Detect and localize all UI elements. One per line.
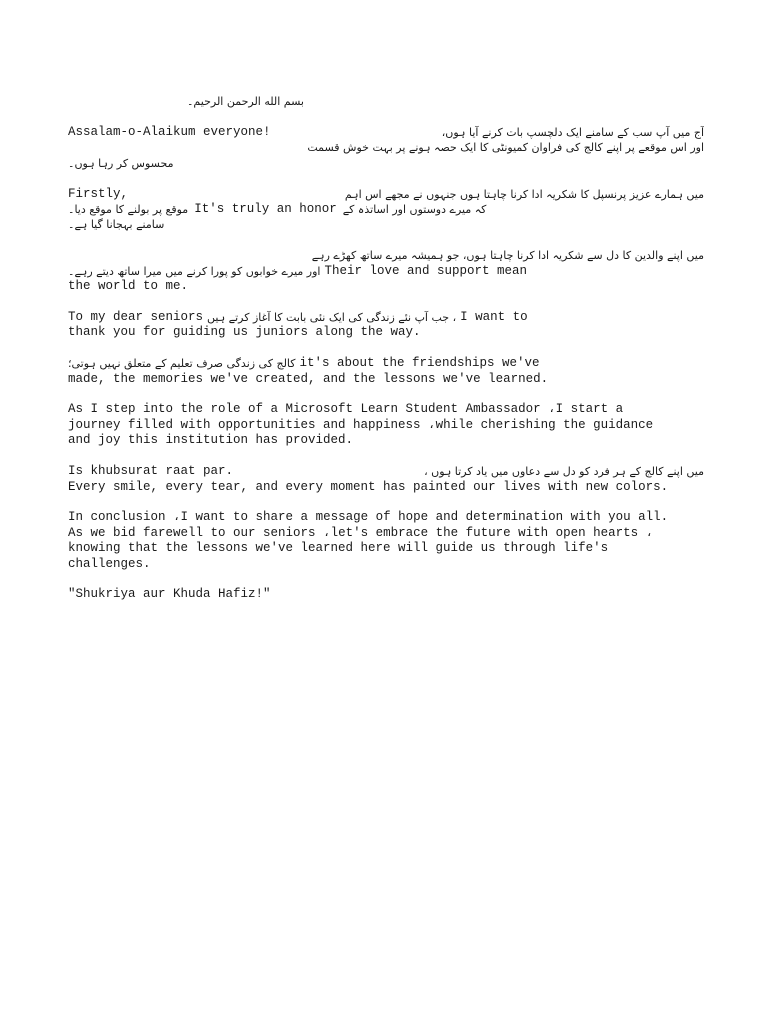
college-life-line-2: made, the memories we've created, and the lessons we've learned. — [68, 371, 549, 386]
closing-line: "Shukriya aur Khuda Hafiz!" — [68, 587, 271, 602]
night-english: Is khubsurat raat par. — [68, 464, 234, 479]
closing-paragraph — [68, 587, 704, 602]
parents-line-1: میں اپنے والدین کا دل سے شکریہ ادا کرنا چاہتا ہوں، جو ہمیشہ میرے ساتھ کھڑے رہے — [311, 249, 704, 263]
principal-line-3: سامنے بہجانا گیا ہے۔ — [68, 218, 165, 232]
college-life-paragraph — [68, 356, 704, 387]
greeting-line-2: اور اس موقعے پر اپنے کالج کی فراوان کمیونٹی کا ایک حصہ ہونے پر بہت خوش قسمت — [307, 141, 704, 155]
principal-urdu-2a: کہ میرے دوستوں اور اساتذہ کے — [342, 202, 487, 216]
seniors-english-1: To my dear seniors — [68, 309, 204, 324]
greeting-english: Assalam-o-Alaikum everyone! — [68, 124, 271, 139]
greeting-line-3: محسوس کر رہا ہوں۔ — [68, 156, 174, 170]
principal-english: Firstly, — [68, 186, 129, 201]
night-paragraph — [68, 464, 704, 495]
parents-line-2 — [68, 264, 704, 279]
principal-line-2 — [68, 202, 704, 217]
college-life-line-1 — [68, 356, 704, 371]
conclusion-line-2: As we bid farewell to our seniors ،let's embrace the future with open hearts ، — [68, 525, 654, 540]
conclusion-line-1: In conclusion ،I want to share a message of hope and determination with you all. — [68, 510, 669, 525]
bismillah-line: بسم الله الرحمن الرحیم۔ — [186, 95, 304, 108]
ambassador-line-2: journey filled with opportunities and happiness ،while cherishing the guidance — [68, 417, 654, 432]
seniors-line-2: thank you for guiding us juniors along the way. — [68, 325, 421, 340]
parents-paragraph — [68, 248, 704, 294]
ambassador-line-1: As I step into the role of a Microsoft Learn Student Ambassador ،I start a — [68, 402, 624, 417]
principal-line-1 — [68, 187, 704, 202]
greeting-paragraph — [68, 125, 704, 171]
parents-line-3: the world to me. — [68, 279, 189, 294]
night-line-1 — [68, 464, 704, 479]
bismillah-paragraph — [68, 94, 704, 109]
document-body — [68, 94, 704, 618]
principal-paragraph — [68, 187, 704, 233]
night-line-2: Every smile, every tear, and every moment has painted our lives with new colors. — [68, 479, 669, 494]
principal-urdu-2b: موقع پر بولنے کا موقع دیا۔ — [68, 202, 189, 216]
seniors-paragraph — [68, 310, 704, 341]
greeting-line-1 — [68, 125, 704, 140]
parents-urdu-2: اور میرے خوابوں کو پورا کرنے میں میرا ساتھ دیتے رہے۔ — [68, 264, 321, 278]
seniors-urdu-1: ، جب آپ نئے زندگی کی ایک نئی بابت کا آغاز کرتے ہیں — [207, 310, 457, 324]
night-urdu: میں اپنے کالج کے ہر فرد کو دل سے دعاوں میں یاد کرتا ہوں ، — [424, 465, 704, 479]
principal-english-2: It's truly an honor — [194, 201, 337, 216]
ambassador-paragraph — [68, 402, 704, 448]
parents-english-2: Their love and support mean — [324, 263, 527, 278]
seniors-english-1b: I want to — [460, 309, 528, 324]
college-life-urdu: کالج کی زندگی صرف تعلیم کے متعلق نہیں ہوتی؛ — [68, 357, 296, 371]
college-life-english: it's about the friendships we've — [299, 356, 540, 371]
conclusion-paragraph — [68, 510, 704, 572]
ambassador-line-3: and joy this institution has provided. — [68, 433, 354, 448]
conclusion-line-4: challenges. — [68, 556, 151, 571]
seniors-line-1 — [68, 310, 704, 325]
greeting-urdu: آج میں آپ سب کے سامنے ایک دلچسپ بات کرنے آیا ہوں، — [441, 125, 704, 139]
conclusion-line-3: knowing that the lessons we've learned here will guide us through life's — [68, 541, 609, 556]
principal-urdu: میں ہمارے عزیز پرنسپل کا شکریہ ادا کرنا چاہتا ہوں جنہوں نے مجھے اس اہم — [344, 187, 704, 201]
